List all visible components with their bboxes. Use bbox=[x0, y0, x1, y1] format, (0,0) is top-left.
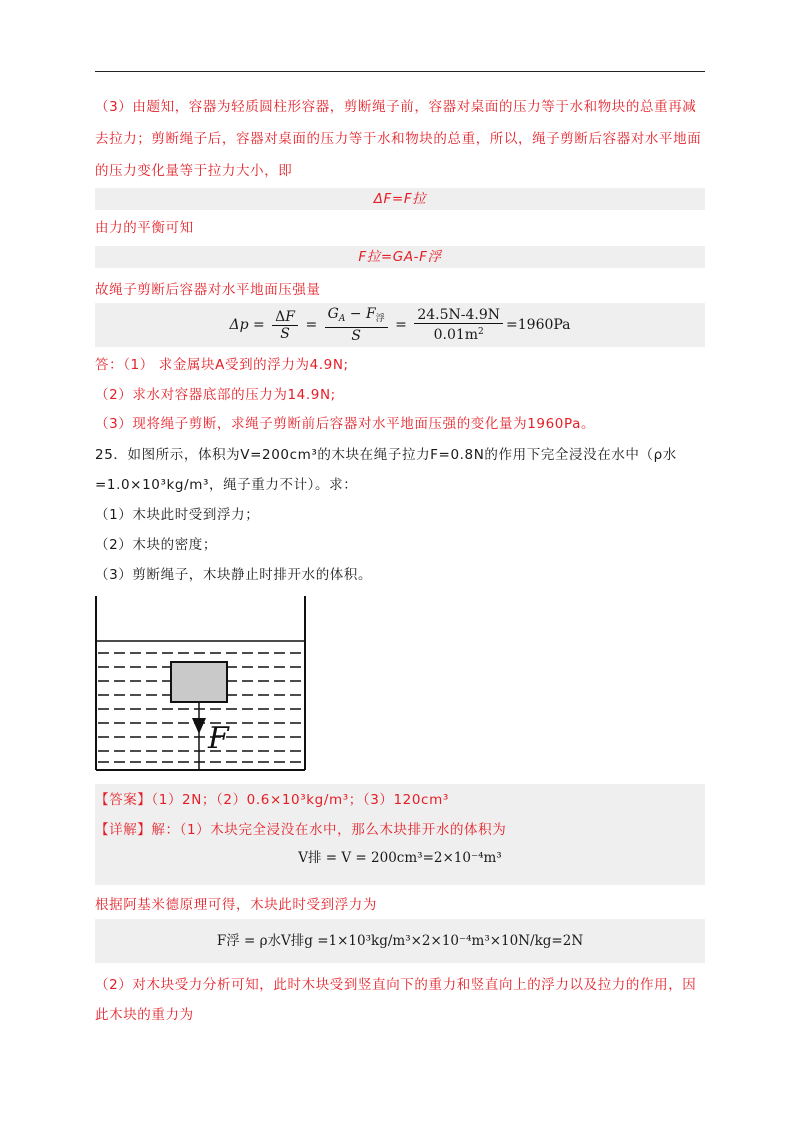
detail-line bbox=[95, 820, 506, 840]
q25-subquestion-3: （3）剪断绳子，木块静止时排开水的体积。 bbox=[95, 567, 373, 583]
q25-subquestion-2: （2）木块的密度； bbox=[95, 537, 217, 553]
answer-tag: 【答案】 bbox=[95, 792, 152, 808]
q25-stem-line-1: 25．如图所示，体积为V=200cm³的木块在绳子拉力F=0.8N的作用下完全浸没在水中（ρ水 bbox=[95, 447, 677, 463]
solution-line-8: 此木块的重力为 bbox=[95, 1007, 194, 1023]
equation-displaced-volume: V排 = V = 200cm³=2×10⁻⁴m³ bbox=[298, 850, 502, 866]
para-3-line-1: （3）由题知，容器为轻质圆柱形容器，剪断绳子前，容器对桌面的压力等于水和物块的总重再减 bbox=[95, 99, 697, 115]
header-rule bbox=[95, 71, 705, 72]
para-3-line-3: 的压力变化量等于拉力大小，即 bbox=[95, 163, 293, 179]
equation-pressure: Δp = $\frac{\Delta F}{S}$ = $\frac{G_A - F_浮}{S}$ = $\frac{24.5N-4.9N}{0.01m^2}$ =1960Pa bbox=[229, 306, 571, 344]
pressure-result: =1960Pa bbox=[506, 317, 571, 333]
answer-line-1: 答：（1） 求金属块A受到的浮力为4.9N; bbox=[95, 357, 349, 373]
equation-force-balance: F拉=GA-F浮 bbox=[358, 249, 442, 265]
detail-tag: 【详解】 bbox=[95, 822, 152, 838]
force-label: F bbox=[208, 721, 229, 756]
pressure-numerator: 24.5N-4.9N bbox=[414, 307, 503, 324]
answer-text: （1）2N；（2）0.6×10³kg/m³；（3）120cm³ bbox=[151, 792, 449, 808]
wood-block bbox=[171, 662, 227, 702]
pressure-denominator: 0.01m bbox=[433, 327, 479, 343]
solution-line-7: （2）对木块受力分析可知，此时木块受到竖直向下的重力和竖直向上的浮力以及拉力的作用，因 bbox=[95, 977, 697, 993]
equation-delta-f: ΔF=F拉 bbox=[373, 191, 427, 207]
answer-line bbox=[95, 790, 449, 810]
answer-line-2: （2）求水对容器底部的压力为14.9N; bbox=[95, 387, 336, 403]
container-figure bbox=[95, 596, 310, 772]
para-3-line-4: 由力的平衡可知 bbox=[95, 220, 194, 236]
q25-stem-line-2: =1.0×10³kg/m³，绳子重力不计）。求： bbox=[95, 477, 358, 493]
detail-text: 解：（1）木块完全浸没在水中，那么木块排开水的体积为 bbox=[151, 822, 507, 838]
equation-buoyancy: F浮 = ρ水V排g =1×10³kg/m³×2×10⁻⁴m³×10N/kg=2N bbox=[216, 933, 584, 949]
para-3-line-5: 故绳子剪断后容器对水平地面压强量 bbox=[95, 282, 321, 298]
para-3-line-2: 去拉力；剪断绳子后，容器对桌面的压力等于水和物块的总重，所以，绳子剪断后容器对水平地面 bbox=[95, 131, 702, 147]
q25-subquestion-1: （1）木块此时受到浮力； bbox=[95, 507, 260, 523]
solution-line-6: 根据阿基米德原理可得，木块此时受到浮力为 bbox=[95, 897, 377, 913]
answer-line-3: （3）现将绳子剪断，求绳子剪断前后容器对水平地面压强的变化量为1960Pa。 bbox=[95, 416, 596, 432]
force-arrow-icon bbox=[192, 718, 206, 734]
